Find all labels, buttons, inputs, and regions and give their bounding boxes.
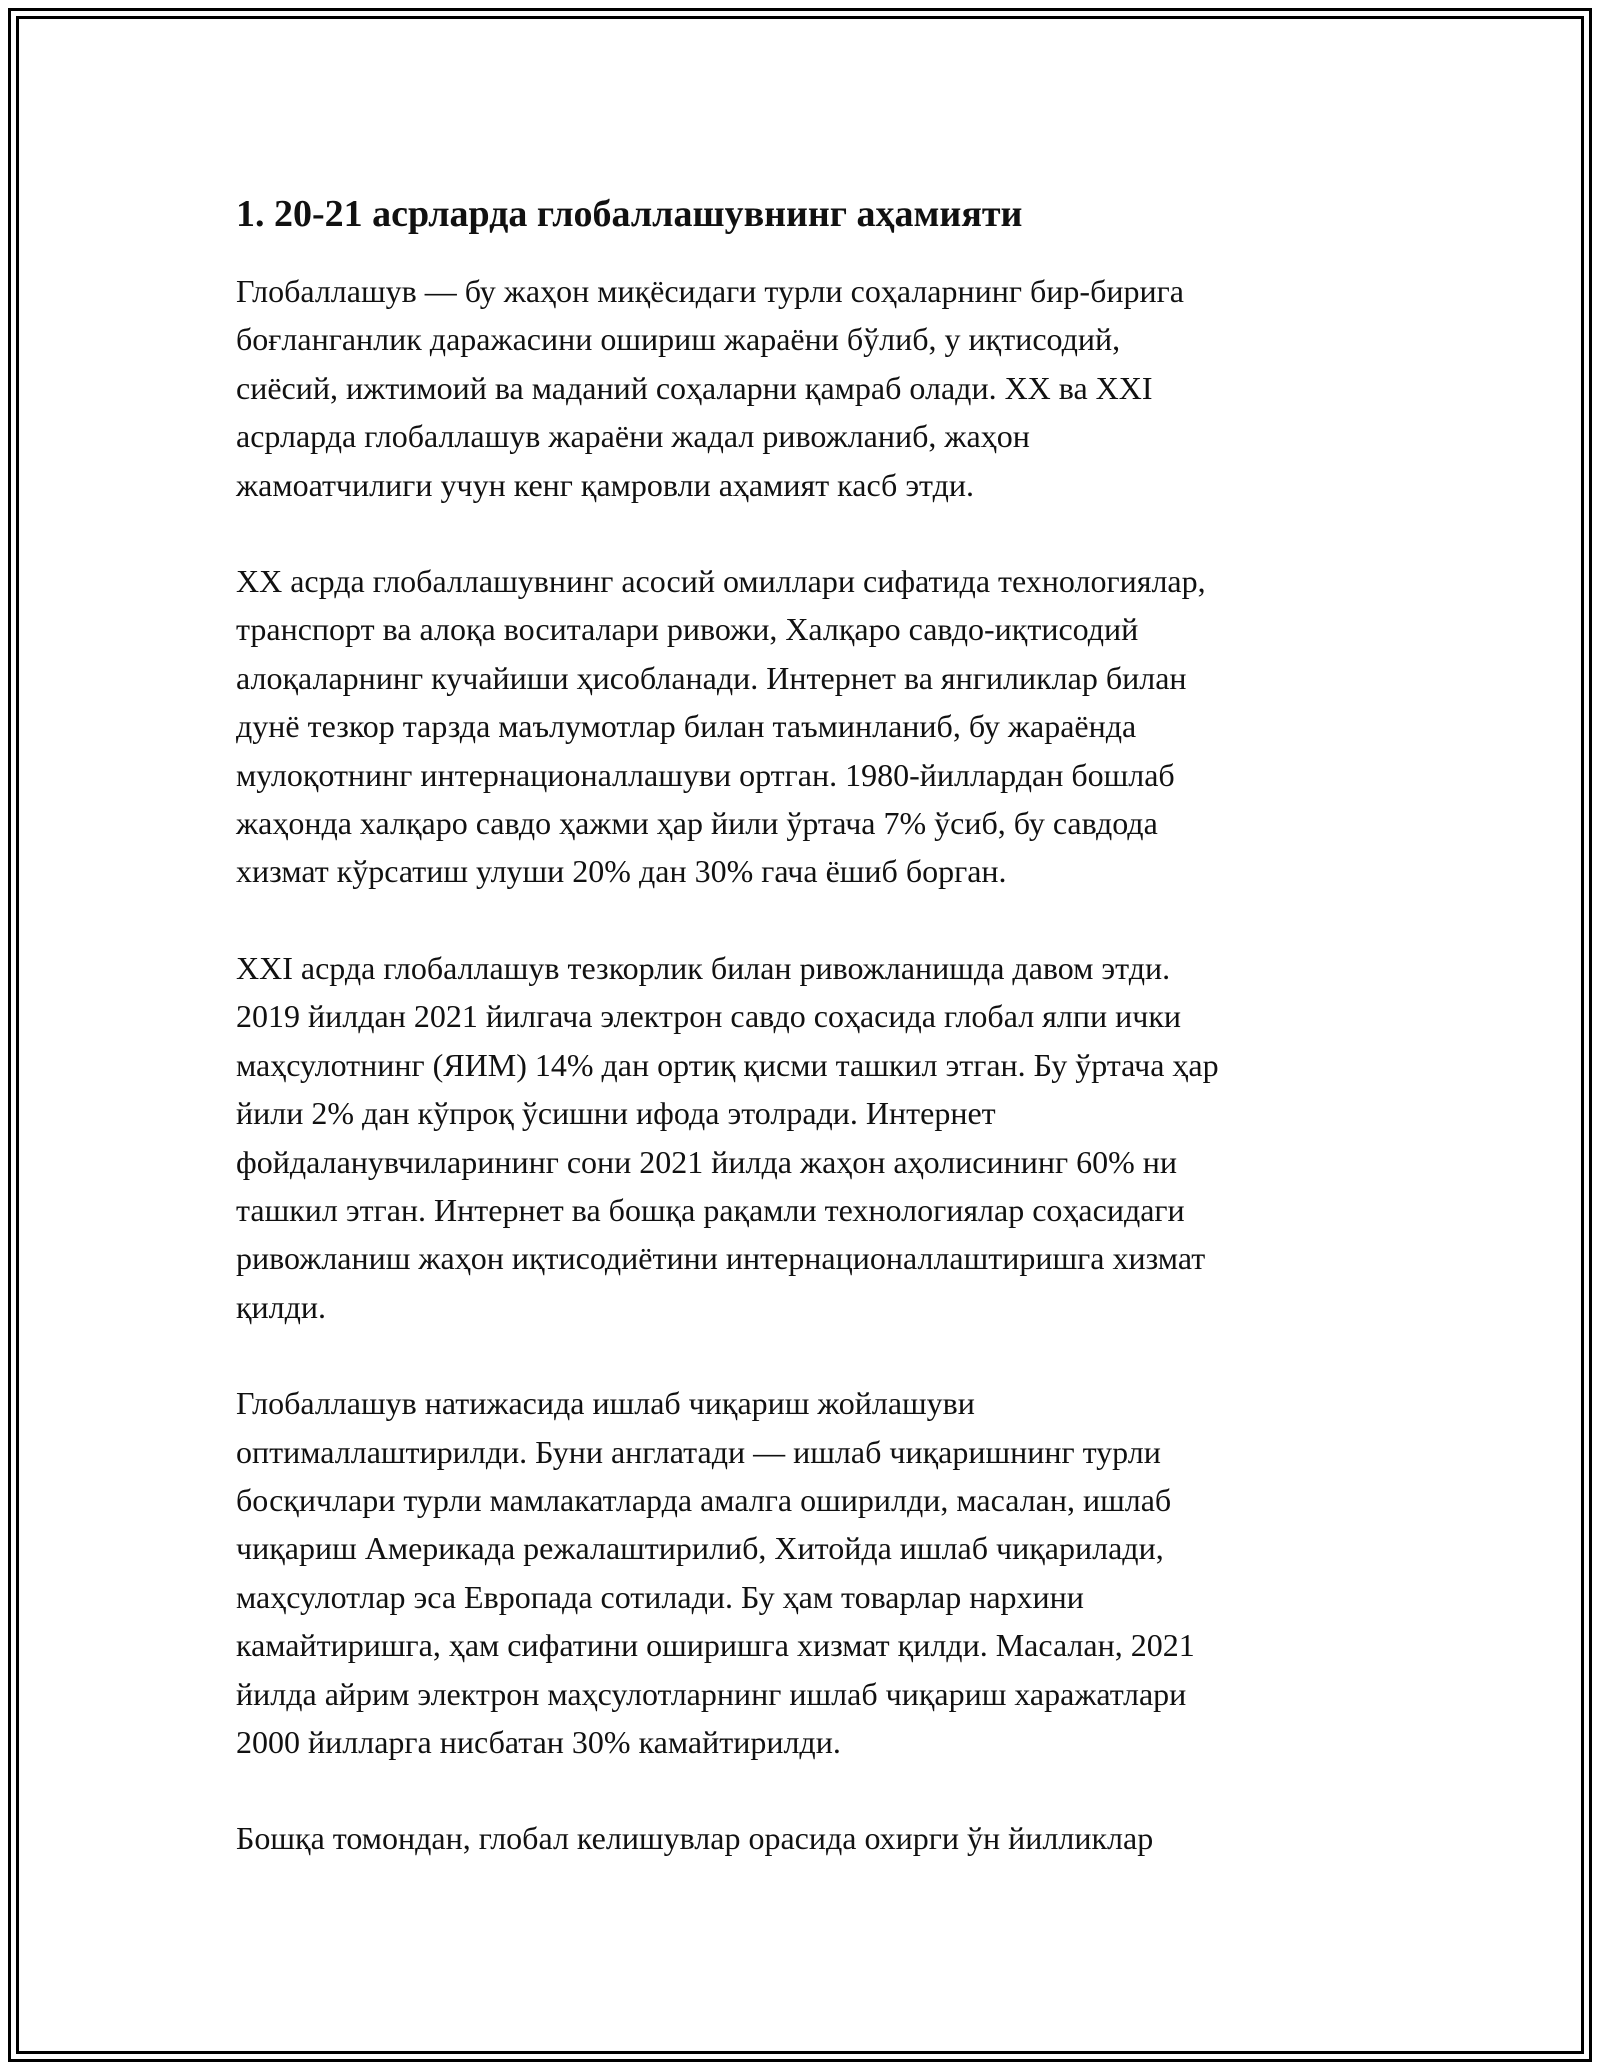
document-body [236, 186, 1396, 1911]
paragraph-3: XXI асрда глобаллашув тезкорлик билан ривожланишда давом этди. 2019 йилдан 2021 йилгача электрон савдо соҳасида глобал ялпи ички маҳсулотнинг (ЯИМ) 14% дан ортиқ қисми ташкил этган. Бу ўртача ҳар йили 2% дан кўпроқ ўсишни ифода этолради. Интернет фойдаланувчиларининг сони 2021 йилда жаҳон аҳолисининг 60% ни ташкил этган. Интернет ва бошқа рақамли технологиялар соҳасидаги ривожланиш жаҳон иқтисодиётини интернационаллаштиришга хизмат қилди. [236, 949, 1219, 1325]
paragraph-2: XX асрда глобаллашувнинг асосий омиллари сифатида технологиялар, транспорт ва алоқа воситалари ривожи, Халқаро савдо-иқтисодий алоқаларнинг кучайиши ҳисобланади. Интернет ва янгиликлар билан дунё тезкор тарзда маълумотлар билан таъминланиб, бу жараёнда мулоқотнинг интернационаллашуви ортган. 1980-йиллардан бошлаб жаҳонда халқаро савдо ҳажми ҳар йили ўртача 7% ўсиб, бу савдода хизмат кўрсатиш улуши 20% дан 30% гача ёшиб борган. [236, 563, 1206, 890]
paragraph-5: Бошқа томондан, глобал келишувлар орасида охирги ўн йилликлар [236, 1820, 1154, 1857]
document-title: 1. 20-21 асрларда глобаллашувнинг аҳамияти [236, 193, 1023, 235]
paragraph-4: Глобаллашув натижасида ишлаб чиқариш жойлашуви оптималлаштирилди. Буни англатади — ишлаб чиқаришнинг турли босқичлари турли мамлакатларда амалга оширилди, масалан, ишлаб чиқариш Америкада режалаштирилиб, Хитойда ишлаб чиқарилади, маҳсулотлар эса Европада сотилади. Бу ҳам товарлар нархини камайтиришга, ҳам сифатини оширишга хизмат қилди. Масалан, 2021 йилда айрим электрон маҳсулотларнинг ишлаб чиқариш харажатлари 2000 йилларга нисбатан 30% камайтирилди. [236, 1385, 1195, 1760]
paragraph-1: Глобаллашув — бу жаҳон миқёсидаги турли соҳаларнинг бир-бирига боғланганлик даражасини ошириш жараёни бўлиб, у иқтисодий, сиёсий, ижтимоий ва маданий соҳаларни қамраб олади. XX ва XXI асрларда глобаллашув жараёни жадал ривожланиб, жаҳон жамоатчилиги учун кенг қамровли аҳамият касб этди. [236, 273, 1184, 503]
